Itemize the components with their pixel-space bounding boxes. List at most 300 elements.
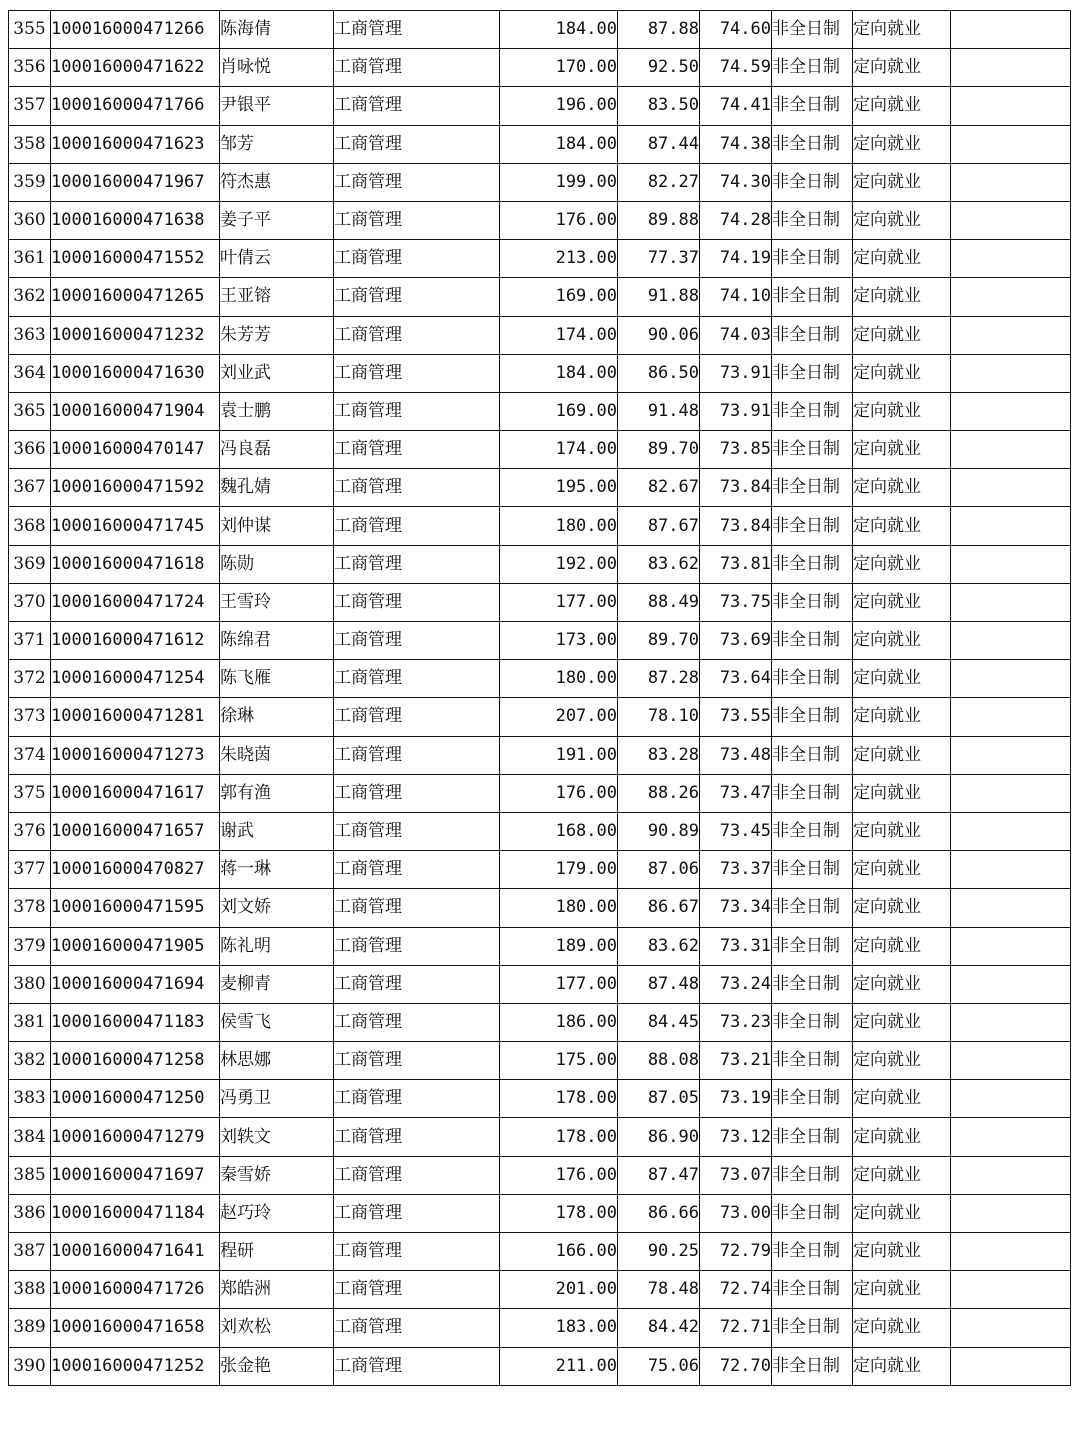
major-cell: 工商管理 <box>334 545 500 583</box>
study-type-cell: 非全日制 <box>772 1309 853 1347</box>
total-score-cell: 73.45 <box>700 812 772 850</box>
retest-score-cell: 84.45 <box>618 1003 700 1041</box>
preliminary-score-cell: 201.00 <box>500 1271 618 1309</box>
admission-plan-cell: 定向就业 <box>853 469 951 507</box>
study-type-cell: 非全日制 <box>772 889 853 927</box>
study-type-cell: 非全日制 <box>772 11 853 49</box>
total-score-cell: 72.79 <box>700 1233 772 1271</box>
candidate-id-cell: 100016000471641 <box>51 1233 220 1271</box>
preliminary-score-cell: 178.00 <box>500 1080 618 1118</box>
total-score-cell: 73.12 <box>700 1118 772 1156</box>
study-type-cell: 非全日制 <box>772 431 853 469</box>
study-type-cell: 非全日制 <box>772 851 853 889</box>
admission-plan-cell: 定向就业 <box>853 49 951 87</box>
preliminary-score-cell: 173.00 <box>500 622 618 660</box>
row-number-cell: 373 <box>9 698 51 736</box>
candidate-name-cell: 肖咏悦 <box>220 49 334 87</box>
retest-score-cell: 89.88 <box>618 201 700 239</box>
preliminary-score-cell: 180.00 <box>500 507 618 545</box>
study-type-cell: 非全日制 <box>772 622 853 660</box>
major-cell: 工商管理 <box>334 1309 500 1347</box>
study-type-cell: 非全日制 <box>772 583 853 621</box>
study-type-cell: 非全日制 <box>772 1003 853 1041</box>
total-score-cell: 74.41 <box>700 87 772 125</box>
candidate-id-cell: 100016000471250 <box>51 1080 220 1118</box>
candidate-id-cell: 100016000471657 <box>51 812 220 850</box>
remarks-cell <box>951 87 1071 125</box>
admission-plan-cell: 定向就业 <box>853 698 951 736</box>
preliminary-score-cell: 184.00 <box>500 11 618 49</box>
table-row <box>9 736 1071 774</box>
table-row <box>9 660 1071 698</box>
retest-score-cell: 90.25 <box>618 1233 700 1271</box>
preliminary-score-cell: 213.00 <box>500 240 618 278</box>
major-cell: 工商管理 <box>334 1118 500 1156</box>
candidate-name-cell: 陈绵君 <box>220 622 334 660</box>
major-cell: 工商管理 <box>334 965 500 1003</box>
row-number-cell: 382 <box>9 1042 51 1080</box>
table-row <box>9 125 1071 163</box>
admission-plan-cell: 定向就业 <box>853 927 951 965</box>
total-score-cell: 73.69 <box>700 622 772 660</box>
admission-plan-cell: 定向就业 <box>853 1347 951 1385</box>
major-cell: 工商管理 <box>334 354 500 392</box>
study-type-cell: 非全日制 <box>772 316 853 354</box>
admission-plan-cell: 定向就业 <box>853 392 951 430</box>
candidate-name-cell: 林思娜 <box>220 1042 334 1080</box>
table-row <box>9 316 1071 354</box>
table-row <box>9 1118 1071 1156</box>
remarks-cell <box>951 698 1071 736</box>
retest-score-cell: 90.89 <box>618 812 700 850</box>
retest-score-cell: 87.05 <box>618 1080 700 1118</box>
remarks-cell <box>951 1233 1071 1271</box>
preliminary-score-cell: 169.00 <box>500 392 618 430</box>
total-score-cell: 72.71 <box>700 1309 772 1347</box>
remarks-cell <box>951 1080 1071 1118</box>
study-type-cell: 非全日制 <box>772 392 853 430</box>
candidate-name-cell: 姜子平 <box>220 201 334 239</box>
table-row <box>9 163 1071 201</box>
row-number-cell: 366 <box>9 431 51 469</box>
preliminary-score-cell: 178.00 <box>500 1194 618 1232</box>
table-row <box>9 431 1071 469</box>
candidate-id-cell: 100016000471697 <box>51 1156 220 1194</box>
preliminary-score-cell: 180.00 <box>500 889 618 927</box>
remarks-cell <box>951 851 1071 889</box>
candidate-name-cell: 刘轶文 <box>220 1118 334 1156</box>
row-number-cell: 370 <box>9 583 51 621</box>
row-number-cell: 372 <box>9 660 51 698</box>
retest-score-cell: 78.10 <box>618 698 700 736</box>
admission-plan-cell: 定向就业 <box>853 431 951 469</box>
major-cell: 工商管理 <box>334 316 500 354</box>
preliminary-score-cell: 180.00 <box>500 660 618 698</box>
remarks-cell <box>951 622 1071 660</box>
table-row <box>9 469 1071 507</box>
admission-plan-cell: 定向就业 <box>853 851 951 889</box>
admission-plan-cell: 定向就业 <box>853 11 951 49</box>
retest-score-cell: 87.48 <box>618 965 700 1003</box>
candidate-name-cell: 陈飞雁 <box>220 660 334 698</box>
study-type-cell: 非全日制 <box>772 87 853 125</box>
retest-score-cell: 92.50 <box>618 49 700 87</box>
row-number-cell: 357 <box>9 87 51 125</box>
retest-score-cell: 83.62 <box>618 927 700 965</box>
total-score-cell: 74.10 <box>700 278 772 316</box>
study-type-cell: 非全日制 <box>772 1271 853 1309</box>
table-row <box>9 583 1071 621</box>
candidate-name-cell: 袁士鹏 <box>220 392 334 430</box>
retest-score-cell: 86.66 <box>618 1194 700 1232</box>
remarks-cell <box>951 469 1071 507</box>
preliminary-score-cell: 179.00 <box>500 851 618 889</box>
remarks-cell <box>951 354 1071 392</box>
preliminary-score-cell: 183.00 <box>500 1309 618 1347</box>
major-cell: 工商管理 <box>334 1271 500 1309</box>
candidate-name-cell: 朱芳芳 <box>220 316 334 354</box>
candidate-name-cell: 郭有渔 <box>220 774 334 812</box>
total-score-cell: 73.24 <box>700 965 772 1003</box>
major-cell: 工商管理 <box>334 1347 500 1385</box>
candidate-name-cell: 陈礼明 <box>220 927 334 965</box>
candidate-id-cell: 100016000471638 <box>51 201 220 239</box>
major-cell: 工商管理 <box>334 851 500 889</box>
retest-score-cell: 83.50 <box>618 87 700 125</box>
table-row <box>9 201 1071 239</box>
candidate-name-cell: 刘业武 <box>220 354 334 392</box>
table-row <box>9 851 1071 889</box>
table-row <box>9 11 1071 49</box>
retest-score-cell: 87.67 <box>618 507 700 545</box>
study-type-cell: 非全日制 <box>772 125 853 163</box>
table-row <box>9 1042 1071 1080</box>
candidate-id-cell: 100016000470147 <box>51 431 220 469</box>
table-row <box>9 1347 1071 1385</box>
table-row <box>9 1003 1071 1041</box>
candidate-id-cell: 100016000471281 <box>51 698 220 736</box>
remarks-cell <box>951 1347 1071 1385</box>
major-cell: 工商管理 <box>334 1042 500 1080</box>
preliminary-score-cell: 166.00 <box>500 1233 618 1271</box>
total-score-cell: 73.91 <box>700 392 772 430</box>
row-number-cell: 355 <box>9 11 51 49</box>
candidate-id-cell: 100016000471904 <box>51 392 220 430</box>
remarks-cell <box>951 736 1071 774</box>
major-cell: 工商管理 <box>334 240 500 278</box>
retest-score-cell: 84.42 <box>618 1309 700 1347</box>
total-score-cell: 73.84 <box>700 469 772 507</box>
study-type-cell: 非全日制 <box>772 240 853 278</box>
candidate-name-cell: 秦雪娇 <box>220 1156 334 1194</box>
row-number-cell: 376 <box>9 812 51 850</box>
retest-score-cell: 91.88 <box>618 278 700 316</box>
row-number-cell: 383 <box>9 1080 51 1118</box>
admission-plan-cell: 定向就业 <box>853 1080 951 1118</box>
retest-score-cell: 87.06 <box>618 851 700 889</box>
candidate-name-cell: 尹银平 <box>220 87 334 125</box>
candidate-name-cell: 张金艳 <box>220 1347 334 1385</box>
candidate-id-cell: 100016000471694 <box>51 965 220 1003</box>
table-row <box>9 1194 1071 1232</box>
candidate-name-cell: 郑皓洲 <box>220 1271 334 1309</box>
study-type-cell: 非全日制 <box>772 965 853 1003</box>
remarks-cell <box>951 889 1071 927</box>
preliminary-score-cell: 176.00 <box>500 774 618 812</box>
candidate-id-cell: 100016000471617 <box>51 774 220 812</box>
remarks-cell <box>951 201 1071 239</box>
major-cell: 工商管理 <box>334 583 500 621</box>
table-row <box>9 240 1071 278</box>
total-score-cell: 73.81 <box>700 545 772 583</box>
candidate-id-cell: 100016000471630 <box>51 354 220 392</box>
preliminary-score-cell: 211.00 <box>500 1347 618 1385</box>
study-type-cell: 非全日制 <box>772 49 853 87</box>
candidate-id-cell: 100016000471612 <box>51 622 220 660</box>
candidate-id-cell: 100016000471265 <box>51 278 220 316</box>
candidate-name-cell: 魏孔婧 <box>220 469 334 507</box>
row-number-cell: 379 <box>9 927 51 965</box>
row-number-cell: 363 <box>9 316 51 354</box>
preliminary-score-cell: 184.00 <box>500 125 618 163</box>
retest-score-cell: 83.28 <box>618 736 700 774</box>
major-cell: 工商管理 <box>334 278 500 316</box>
study-type-cell: 非全日制 <box>772 660 853 698</box>
preliminary-score-cell: 189.00 <box>500 927 618 965</box>
row-number-cell: 385 <box>9 1156 51 1194</box>
candidate-name-cell: 刘仲谋 <box>220 507 334 545</box>
total-score-cell: 73.37 <box>700 851 772 889</box>
candidate-name-cell: 谢武 <box>220 812 334 850</box>
row-number-cell: 359 <box>9 163 51 201</box>
row-number-cell: 358 <box>9 125 51 163</box>
candidate-name-cell: 邹芳 <box>220 125 334 163</box>
row-number-cell: 375 <box>9 774 51 812</box>
major-cell: 工商管理 <box>334 1233 500 1271</box>
preliminary-score-cell: 184.00 <box>500 354 618 392</box>
remarks-cell <box>951 583 1071 621</box>
candidate-name-cell: 冯良磊 <box>220 431 334 469</box>
total-score-cell: 73.64 <box>700 660 772 698</box>
candidate-id-cell: 100016000471552 <box>51 240 220 278</box>
candidate-name-cell: 陈勋 <box>220 545 334 583</box>
table-row <box>9 49 1071 87</box>
study-type-cell: 非全日制 <box>772 698 853 736</box>
total-score-cell: 73.21 <box>700 1042 772 1080</box>
row-number-cell: 364 <box>9 354 51 392</box>
total-score-cell: 74.03 <box>700 316 772 354</box>
retest-score-cell: 86.90 <box>618 1118 700 1156</box>
total-score-cell: 73.00 <box>700 1194 772 1232</box>
row-number-cell: 367 <box>9 469 51 507</box>
major-cell: 工商管理 <box>334 622 500 660</box>
table-row <box>9 392 1071 430</box>
table-row <box>9 774 1071 812</box>
remarks-cell <box>951 316 1071 354</box>
row-number-cell: 390 <box>9 1347 51 1385</box>
study-type-cell: 非全日制 <box>772 1156 853 1194</box>
admission-plan-cell: 定向就业 <box>853 660 951 698</box>
preliminary-score-cell: 186.00 <box>500 1003 618 1041</box>
major-cell: 工商管理 <box>334 812 500 850</box>
candidate-id-cell: 100016000471592 <box>51 469 220 507</box>
remarks-cell <box>951 1003 1071 1041</box>
preliminary-score-cell: 177.00 <box>500 583 618 621</box>
remarks-cell <box>951 1118 1071 1156</box>
table-row <box>9 278 1071 316</box>
retest-score-cell: 83.62 <box>618 545 700 583</box>
admission-plan-cell: 定向就业 <box>853 125 951 163</box>
admission-plan-cell: 定向就业 <box>853 354 951 392</box>
total-score-cell: 73.84 <box>700 507 772 545</box>
major-cell: 工商管理 <box>334 889 500 927</box>
major-cell: 工商管理 <box>334 163 500 201</box>
study-type-cell: 非全日制 <box>772 354 853 392</box>
table-row <box>9 507 1071 545</box>
study-type-cell: 非全日制 <box>772 1347 853 1385</box>
retest-score-cell: 90.06 <box>618 316 700 354</box>
major-cell: 工商管理 <box>334 1194 500 1232</box>
remarks-cell <box>951 545 1071 583</box>
table-row <box>9 1309 1071 1347</box>
study-type-cell: 非全日制 <box>772 1080 853 1118</box>
candidate-id-cell: 100016000471266 <box>51 11 220 49</box>
remarks-cell <box>951 1156 1071 1194</box>
total-score-cell: 72.74 <box>700 1271 772 1309</box>
table-row <box>9 889 1071 927</box>
retest-score-cell: 89.70 <box>618 431 700 469</box>
total-score-cell: 73.23 <box>700 1003 772 1041</box>
candidate-id-cell: 100016000471258 <box>51 1042 220 1080</box>
remarks-cell <box>951 1309 1071 1347</box>
admission-plan-cell: 定向就业 <box>853 545 951 583</box>
study-type-cell: 非全日制 <box>772 163 853 201</box>
candidate-name-cell: 王亚镕 <box>220 278 334 316</box>
table-row <box>9 1233 1071 1271</box>
preliminary-score-cell: 168.00 <box>500 812 618 850</box>
table-body <box>9 11 1071 1386</box>
admission-plan-cell: 定向就业 <box>853 965 951 1003</box>
preliminary-score-cell: 175.00 <box>500 1042 618 1080</box>
study-type-cell: 非全日制 <box>772 1118 853 1156</box>
candidate-id-cell: 100016000471279 <box>51 1118 220 1156</box>
major-cell: 工商管理 <box>334 736 500 774</box>
candidate-id-cell: 100016000471618 <box>51 545 220 583</box>
major-cell: 工商管理 <box>334 1156 500 1194</box>
row-number-cell: 384 <box>9 1118 51 1156</box>
remarks-cell <box>951 507 1071 545</box>
candidate-id-cell: 100016000471622 <box>51 49 220 87</box>
major-cell: 工商管理 <box>334 927 500 965</box>
study-type-cell: 非全日制 <box>772 1042 853 1080</box>
total-score-cell: 74.38 <box>700 125 772 163</box>
table-row <box>9 545 1071 583</box>
row-number-cell: 360 <box>9 201 51 239</box>
candidate-id-cell: 100016000471254 <box>51 660 220 698</box>
table-row <box>9 87 1071 125</box>
admission-plan-cell: 定向就业 <box>853 316 951 354</box>
admission-plan-cell: 定向就业 <box>853 240 951 278</box>
total-score-cell: 73.85 <box>700 431 772 469</box>
major-cell: 工商管理 <box>334 11 500 49</box>
candidate-name-cell: 陈海倩 <box>220 11 334 49</box>
row-number-cell: 374 <box>9 736 51 774</box>
preliminary-score-cell: 196.00 <box>500 87 618 125</box>
candidate-name-cell: 刘欢松 <box>220 1309 334 1347</box>
row-number-cell: 389 <box>9 1309 51 1347</box>
retest-score-cell: 88.49 <box>618 583 700 621</box>
major-cell: 工商管理 <box>334 201 500 239</box>
admission-plan-cell: 定向就业 <box>853 1003 951 1041</box>
row-number-cell: 356 <box>9 49 51 87</box>
admission-list-table <box>8 10 1071 1386</box>
row-number-cell: 388 <box>9 1271 51 1309</box>
table-row <box>9 1080 1071 1118</box>
table-row <box>9 622 1071 660</box>
total-score-cell: 73.07 <box>700 1156 772 1194</box>
retest-score-cell: 86.67 <box>618 889 700 927</box>
candidate-id-cell: 100016000471766 <box>51 87 220 125</box>
admission-plan-cell: 定向就业 <box>853 1042 951 1080</box>
major-cell: 工商管理 <box>334 1080 500 1118</box>
retest-score-cell: 89.70 <box>618 622 700 660</box>
major-cell: 工商管理 <box>334 774 500 812</box>
remarks-cell <box>951 49 1071 87</box>
retest-score-cell: 87.47 <box>618 1156 700 1194</box>
preliminary-score-cell: 192.00 <box>500 545 618 583</box>
remarks-cell <box>951 163 1071 201</box>
table-row <box>9 965 1071 1003</box>
total-score-cell: 72.70 <box>700 1347 772 1385</box>
admission-plan-cell: 定向就业 <box>853 812 951 850</box>
remarks-cell <box>951 1042 1071 1080</box>
table-row <box>9 927 1071 965</box>
admission-plan-cell: 定向就业 <box>853 774 951 812</box>
major-cell: 工商管理 <box>334 469 500 507</box>
candidate-id-cell: 100016000471745 <box>51 507 220 545</box>
admission-plan-cell: 定向就业 <box>853 889 951 927</box>
row-number-cell: 365 <box>9 392 51 430</box>
candidate-name-cell: 冯勇卫 <box>220 1080 334 1118</box>
major-cell: 工商管理 <box>334 431 500 469</box>
row-number-cell: 387 <box>9 1233 51 1271</box>
candidate-name-cell: 侯雪飞 <box>220 1003 334 1041</box>
study-type-cell: 非全日制 <box>772 201 853 239</box>
remarks-cell <box>951 660 1071 698</box>
candidate-id-cell: 100016000471658 <box>51 1309 220 1347</box>
table-row <box>9 354 1071 392</box>
row-number-cell: 369 <box>9 545 51 583</box>
retest-score-cell: 88.26 <box>618 774 700 812</box>
preliminary-score-cell: 169.00 <box>500 278 618 316</box>
row-number-cell: 378 <box>9 889 51 927</box>
study-type-cell: 非全日制 <box>772 278 853 316</box>
candidate-name-cell: 徐琳 <box>220 698 334 736</box>
preliminary-score-cell: 174.00 <box>500 431 618 469</box>
table-row <box>9 1271 1071 1309</box>
candidate-id-cell: 100016000471595 <box>51 889 220 927</box>
candidate-id-cell: 100016000471724 <box>51 583 220 621</box>
remarks-cell <box>951 1271 1071 1309</box>
major-cell: 工商管理 <box>334 125 500 163</box>
retest-score-cell: 88.08 <box>618 1042 700 1080</box>
total-score-cell: 73.19 <box>700 1080 772 1118</box>
major-cell: 工商管理 <box>334 87 500 125</box>
remarks-cell <box>951 812 1071 850</box>
remarks-cell <box>951 240 1071 278</box>
candidate-id-cell: 100016000471273 <box>51 736 220 774</box>
retest-score-cell: 77.37 <box>618 240 700 278</box>
